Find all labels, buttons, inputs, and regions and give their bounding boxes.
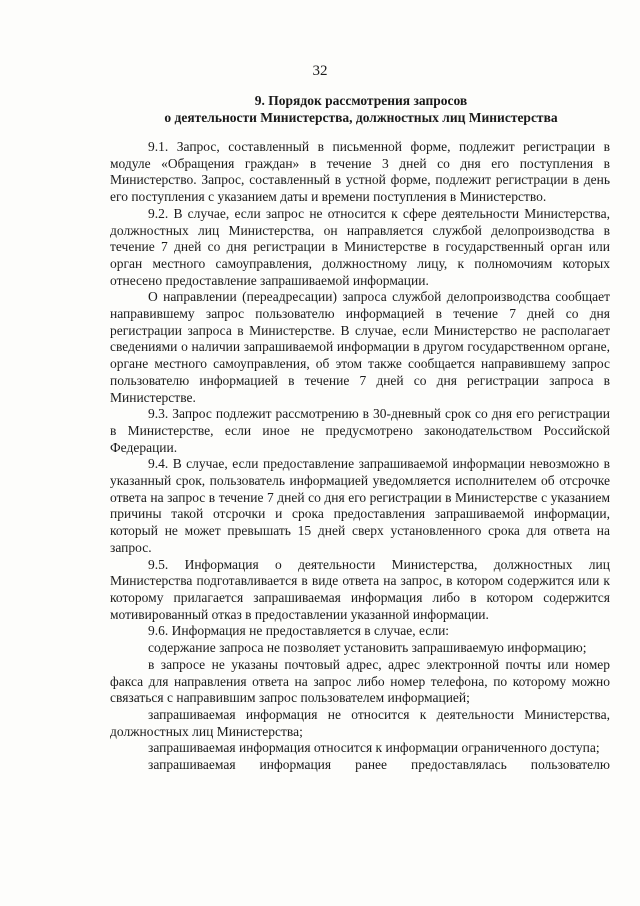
paragraph-9-4: 9.4. В случае, если предоставление запрашиваемой информации невозможно в указанный срок, пользователь информацией уведомляется исполнителем об отсрочке ответа на запрос в течение 7 дней со дня его регистрации в Министерстве с указанием причины такой отсрочки и срока предоставления запрашиваемой информации, который не может превышать 15 дней сверх установленного срока для ответа на запрос. — [110, 456, 610, 555]
paragraph-9-2: 9.2. В случае, если запрос не относится к сфере деятельности Министерства, должностных лиц Министерства, он направляется службой делопроизводства в течение 7 дней со дня регистрации в Министерстве в государственный орган или орган местного самоуправления, должностному лицу, к полномочиям которых отнесено предоставление запрашиваемой информации. — [110, 205, 610, 288]
list-item-not-related: запрашиваемая информация не относится к деятельности Министерства, должностных лиц Министерства; — [110, 706, 610, 739]
list-item-previously-provided: запрашиваемая информация ранее предоставлялась пользователю — [148, 757, 610, 773]
page-number: 32 — [312, 63, 328, 79]
paragraph-9-5: 9.5. Информация о деятельности Министерства, должностных лиц Министерства подготавливается в виде ответа на запрос, в котором содержится или к которому прилагается запрашиваемая информация либо в котором содержится мотивированный отказ в предоставлении указанной информации. — [110, 556, 610, 622]
paragraph-9-6: 9.6. Информация не предоставляется в случае, если: — [148, 623, 450, 639]
list-item-restricted: запрашиваемая информация относится к информации ограниченного доступа; — [148, 740, 600, 756]
paragraph-redirect-notice: О направлении (переадресации) запроса службой делопроизводства сообщает направившему запрос пользователю информацией в течение 7 дней со дня регистрации запроса в Министерстве. В случае, если Министерство не располагает сведениями о наличии запрашиваемой информации в другом государственном органе, органе местного самоуправления, об этом также сообщается направившему запрос пользователю информацией в течение 7 дней со дня регистрации запроса в Министерстве. — [110, 289, 610, 405]
section-title-line-2: о деятельности Министерства, должностных лиц Министерства — [164, 110, 558, 125]
paragraph-9-3: 9.3. Запрос подлежит рассмотрению в 30-дневный срок со дня его регистрации в Министерстве, если иное не предусмотрено законодательством Российской Федерации. — [110, 406, 610, 455]
list-item-content: содержание запроса не позволяет установить запрашиваемую информацию; — [148, 640, 587, 656]
section-body — [110, 139, 610, 774]
section-title-line-1: 9. Порядок рассмотрения запросов — [254, 93, 468, 108]
list-item-no-address: в запросе не указаны почтовый адрес, адрес электронной почты или номер факса для направления ответа на запрос либо номер телефона, по которому можно связаться с направившим запрос пользователем информацией; — [110, 656, 610, 706]
section-title — [108, 92, 614, 126]
paragraph-9-1: 9.1. Запрос, составленный в письменной форме, подлежит регистрации в модуле «Обращения граждан» в течение 3 дней со дня его поступления в Министерство. Запрос, составленный в устной форме, подлежит регистрации в день его поступления с указанием даты и времени поступления в Министерство. — [110, 139, 610, 205]
